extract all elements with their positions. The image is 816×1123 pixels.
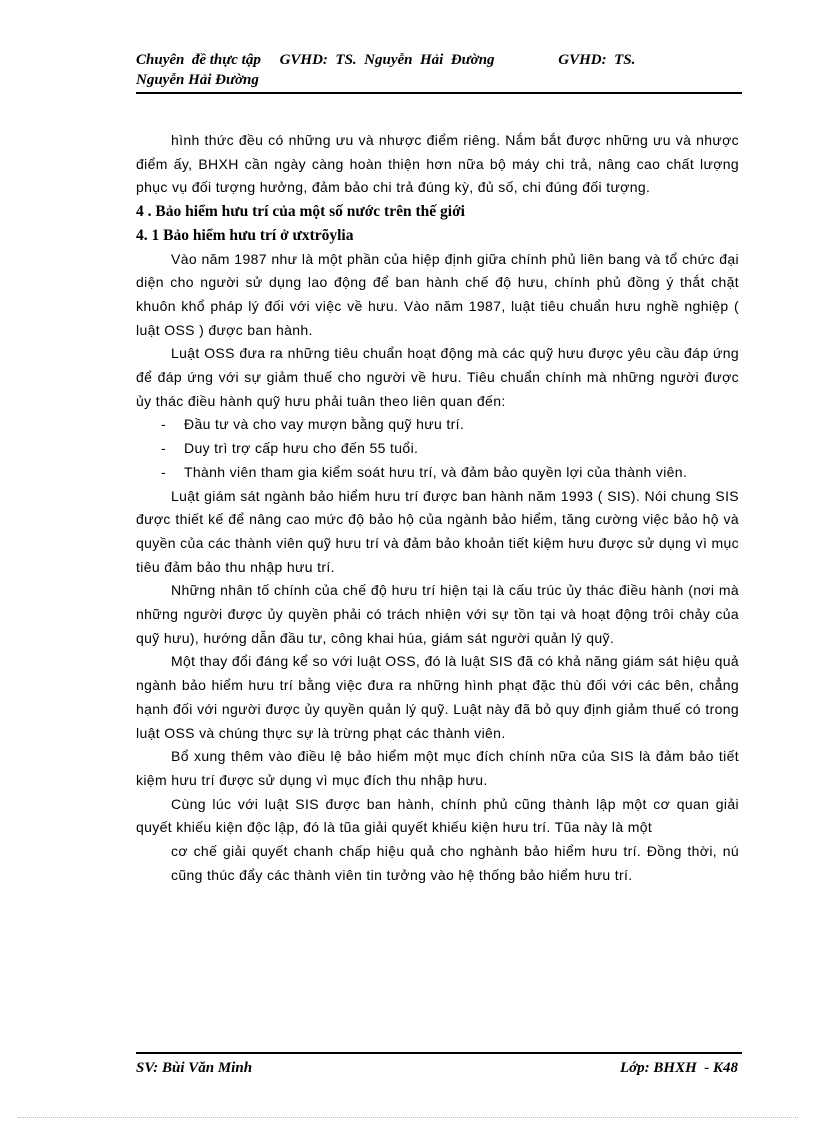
list-item [136,413,739,437]
paragraph-oss-comparison: Một thay đổi đáng kể so với luật OSS, đó là luật SIS đã có khả năng giám sát hiệu quả ngành bảo hiểm hưu trí bằng việc đưa ra những hình phạt đặc thù đối với các bên, chẳng hạnh đối với người được ủy quyền quản lý quỹ. Luật này đã bỏ quy định giảm thuế có trong luật OSS và chúng thực sự là trừng phạt các thành viên. [136,653,739,741]
paragraph-oss-origin: Vào năm 1987 như là một phần của hiệp định giữa chính phủ liên bang và tổ chức đại diện cho người sử dụng lao động để ban hành chế độ hưu, chính phủ đồng ý thắt chặt khuôn khổ pháp lý đối với việc về hưu. Vào năm 1987, luật tiêu chuẩn hưu nghề nghiệp ( luật OSS ) được ban hành. [136,250,739,338]
header-line-1: Chuyên đề thực tập GVHD: TS. Nguyễn Hải Đường GVHD: TS. [136,52,636,68]
bullet-dash: - [161,440,167,457]
section-heading-4-1: 4. 1 Bảo hiểm hưu trí ở ưxtrõylia [136,226,354,244]
list-item-text: Duy trì trợ cấp hưu cho đến 55 tuổi. [184,440,419,457]
paragraph-sis-purpose: Bổ xung thêm vào điều lệ bảo hiểm một mục đích chính nữa của SIS là đảm bảo tiết kiệm hưu trí được sử dụng vì mục đích thu nhập hưu. [136,748,739,788]
paragraph-oss-standards: Luật OSS đưa ra những tiêu chuẩn hoạt động mà các quỹ hưu được yêu cầu đáp ứng để đáp ứng với sự giảm thuế cho người về hưu. Tiêu chuẩn chính mà những người được ủy thác điều hành quỹ hưu phải tuân theo liên quan đến: [136,345,739,409]
bullet-dash: - [161,463,167,480]
list-item-text: Thành viên tham gia kiểm soát hưu trí, và đảm bảo quyền lợi của thành viên. [184,463,688,480]
bullet-dash: - [161,416,167,433]
footer-student-name: SV: Bùi Văn Minh [136,1060,253,1076]
paragraph-complaints-tribunal-continued: cơ chế giải quyết chanh chấp hiệu quả cho nghành bảo hiểm hưu trí. Đồng thời, nú cũng thúc đẩy các thành viên tin tưởng vào hệ thống bảo hiểm hưu trí. [171,843,739,883]
standards-list [136,413,739,484]
list-item [136,461,739,485]
header-line-2: Nguyễn Hải Đường [136,72,259,88]
page-footer [136,1058,742,1078]
document-body [136,129,739,888]
page-header [136,50,742,90]
intro-paragraph: hình thức đều có những ưu và nhược điểm riêng. Nắm bắt được những ưu và nhược điểm ấy, BHXH cần ngày càng hoàn thiện hơn nữa bộ máy chi trả, nâng cao chất lượng phục vụ đối tượng hưởng, đảm bảo chi trả đúng kỳ, đủ số, chi đúng đối tượng. [136,132,739,196]
section-heading-4: 4 . Bảo hiểm hưu trí của một số nước trên thế giới [136,203,465,221]
list-item-text: Đầu tư và cho vay mượn bằng quỹ hưu trí. [184,416,465,433]
list-item [136,437,739,461]
header-divider [136,92,742,94]
paragraph-key-factors: Những nhân tố chính của chế độ hưu trí hiện tại là cấu trúc ủy thác điều hành (nơi mà những người được ủy quyền phải có trách nhiện với sự tồn tại và hoạt động trôi chảy của quỹ hưu), hướng dẫn đầu tư, công khai húa, giám sát người quản lý quỹ. [136,582,739,646]
paragraph-sis-law: Luật giám sát ngành bảo hiểm hưu trí được ban hành năm 1993 ( SIS). Nói chung SIS được thiết kế để nâng cao mức độ bảo hộ của ngành bảo hiểm, tăng cường việc bảo hộ và quyền của các thành viên quỹ hưu trí và đảm bảo khoản tiết kiệm hưu được sử dụng vì mục tiêu đảm bảo thu nhập hưu trí. [136,487,739,575]
footer-divider [136,1052,742,1054]
page-edge-line [18,1117,798,1118]
paragraph-complaints-tribunal: Cùng lúc với luật SIS được ban hành, chính phủ cũng thành lập một cơ quan giải quyết khiếu kiện độc lập, đó là tũa giải quyết khiếu kiện hưu trí. Tũa này là một [136,795,739,836]
footer-class: Lớp: BHXH - K48 [619,1060,738,1076]
